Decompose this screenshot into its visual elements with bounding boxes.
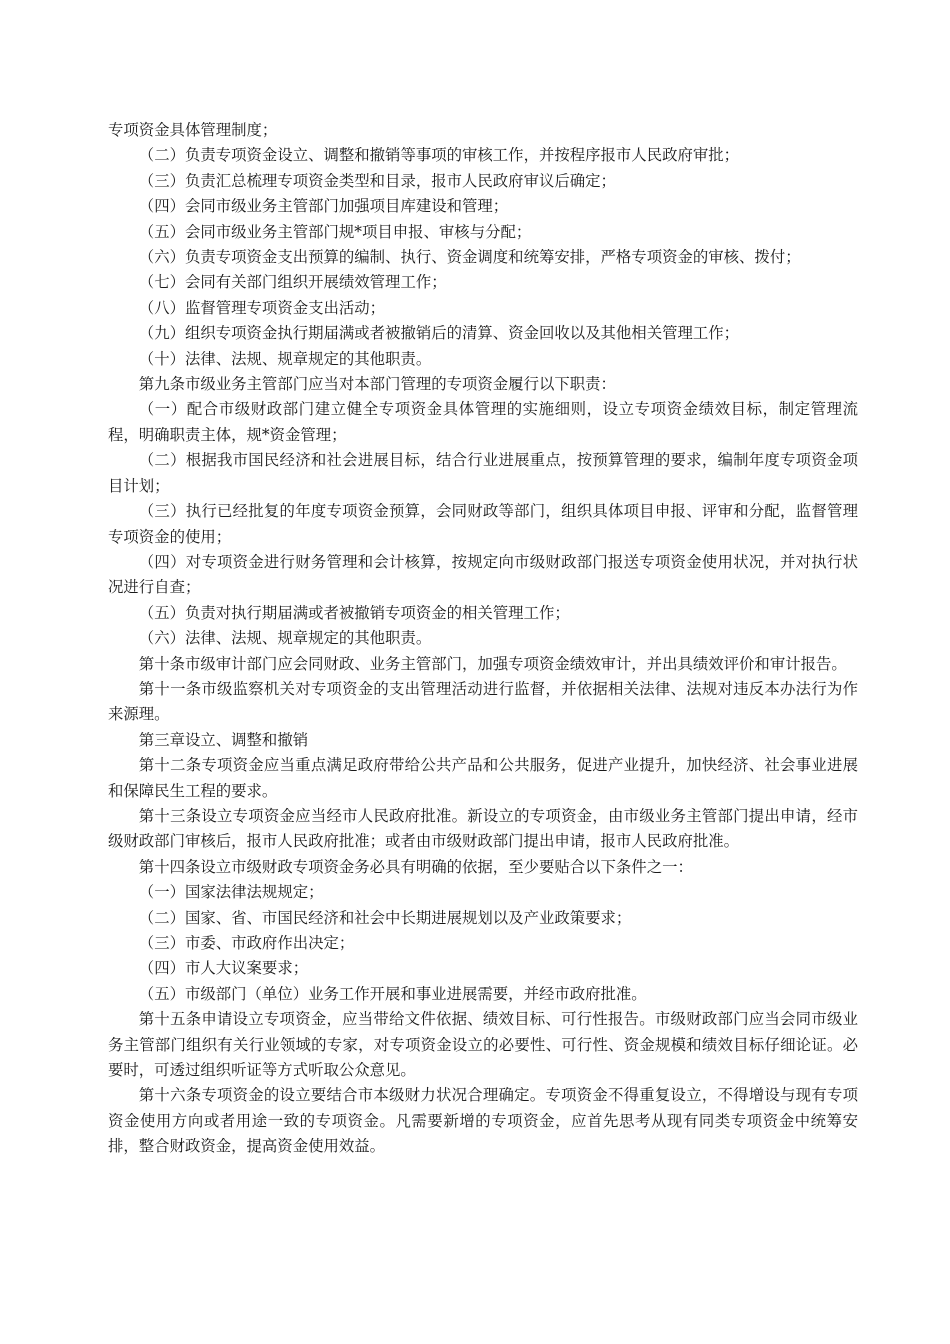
paragraph: （三）负责汇总梳理专项资金类型和目录，报市人民政府审议后确定； xyxy=(138,171,616,190)
paragraph: （五）负责对执行期届满或者被撤销专项资金的相关管理工作； xyxy=(138,603,570,622)
paragraph: 第九条市级业务主管部门应当对本部门管理的专项资金履行以下职责： xyxy=(138,375,616,394)
paragraph: （四）会同市级业务主管部门加强项目库建设和管理； xyxy=(138,197,509,216)
paragraph: （一）配合市级财政部门建立健全专项资金具体管理的实施细则，设立专项资金绩效目标，制定管理流程，明确职责主体，规*资金管理； xyxy=(108,400,858,444)
paragraph: 第十一条市级监察机关对专项资金的支出管理活动进行监督，并依据相关法律、法规对违反本办法行为作来源理。 xyxy=(108,679,858,724)
paragraph: 第十二条专项资金应当重点满足政府带给公共产品和公共服务，促进产业提升，加快经济、社会事业进展和保障民生工程的要求。 xyxy=(108,756,858,800)
paragraph: （七）会同有关部门组织开展绩效管理工作； xyxy=(138,273,447,292)
paragraph: （四）市人大议案要求； xyxy=(138,959,309,978)
paragraph: （一）国家法律法规规定； xyxy=(138,883,324,902)
paragraph: 第十条市级审计部门应会同财政、业务主管部门，加强专项资金绩效审计，并出具绩效评价和审计报告。 xyxy=(138,654,847,673)
paragraph: （二）负责专项资金设立、调整和撤销等事项的审核工作，并按程序报市人民政府审批； xyxy=(138,146,740,165)
paragraph: （八）监督管理专项资金支出活动； xyxy=(138,298,386,317)
paragraph: 专项资金具体管理制度； xyxy=(108,121,278,139)
paragraph: （九）组织专项资金执行期届满或者被撤销后的清算、资金回收以及其他相关管理工作； xyxy=(138,324,740,343)
paragraph: （六）法律、法规、规章规定的其他职责。 xyxy=(138,629,432,648)
paragraph: 第十六条专项资金的设立要结合市本级财力状况合理确定。专项资金不得重复设立，不得增设与现有专项资金使用方向或者用途一致的专项资金。凡需要新增的专项资金，应首先思考从现有同类专项资金中统筹安排，整合财政资金，提高资金使用效益。 xyxy=(108,1086,858,1156)
paragraph: 第十四条设立市级财政专项资金务必具有明确的依据，至少要贴合以下条件之一： xyxy=(138,857,693,876)
paragraph: （五）市级部门（单位）业务工作开展和事业进展需要，并经市政府批准。 xyxy=(138,984,647,1003)
paragraph: （二）根据我市国民经济和社会进展目标，结合行业进展重点，按预算管理的要求，编制年度专项资金项目计划； xyxy=(108,451,858,495)
paragraph: （四）对专项资金进行财务管理和会计核算，按规定向市级财政部门报送专项资金使用状况，并对执行状况进行自查； xyxy=(108,552,858,597)
paragraph: （六）负责专项资金支出预算的编制、执行、资金调度和统筹安排，严格专项资金的审核、拨付； xyxy=(138,248,801,267)
paragraph: （十）法律、法规、规章规定的其他职责。 xyxy=(138,349,432,368)
paragraph: 第三章设立、调整和撤销 xyxy=(138,730,309,749)
paragraph: （三）执行已经批复的年度专项资金预算，会同财政等部门，组织具体项目申报、评审和分配，监督管理专项资金的使用； xyxy=(108,502,858,546)
paragraph: （二）国家、省、市国民经济和社会中长期进展规划以及产业政策要求； xyxy=(138,908,632,927)
paragraph: 第十三条设立专项资金应当经市人民政府批准。新设立的专项资金，由市级业务主管部门提出申请，经市级财政部门审核后，报市人民政府批准；或者由市级财政部门提出申请，报市人民政府批准。 xyxy=(108,806,858,851)
paragraph: （三）市委、市政府作出决定； xyxy=(138,934,355,952)
paragraph: （五）会同市级业务主管部门规*项目申报、审核与分配； xyxy=(138,222,532,241)
paragraph: 第十五条申请设立专项资金，应当带给文件依据、绩效目标、可行性报告。市级财政部门应当会同市级业务主管部门组织有关行业领域的专家，对专项资金设立的必要性、可行性、资金规模和绩效目标仔细论证。必要时，可透过组织听证等方式听取公众意见。 xyxy=(108,1010,858,1080)
document-page xyxy=(108,118,858,1160)
